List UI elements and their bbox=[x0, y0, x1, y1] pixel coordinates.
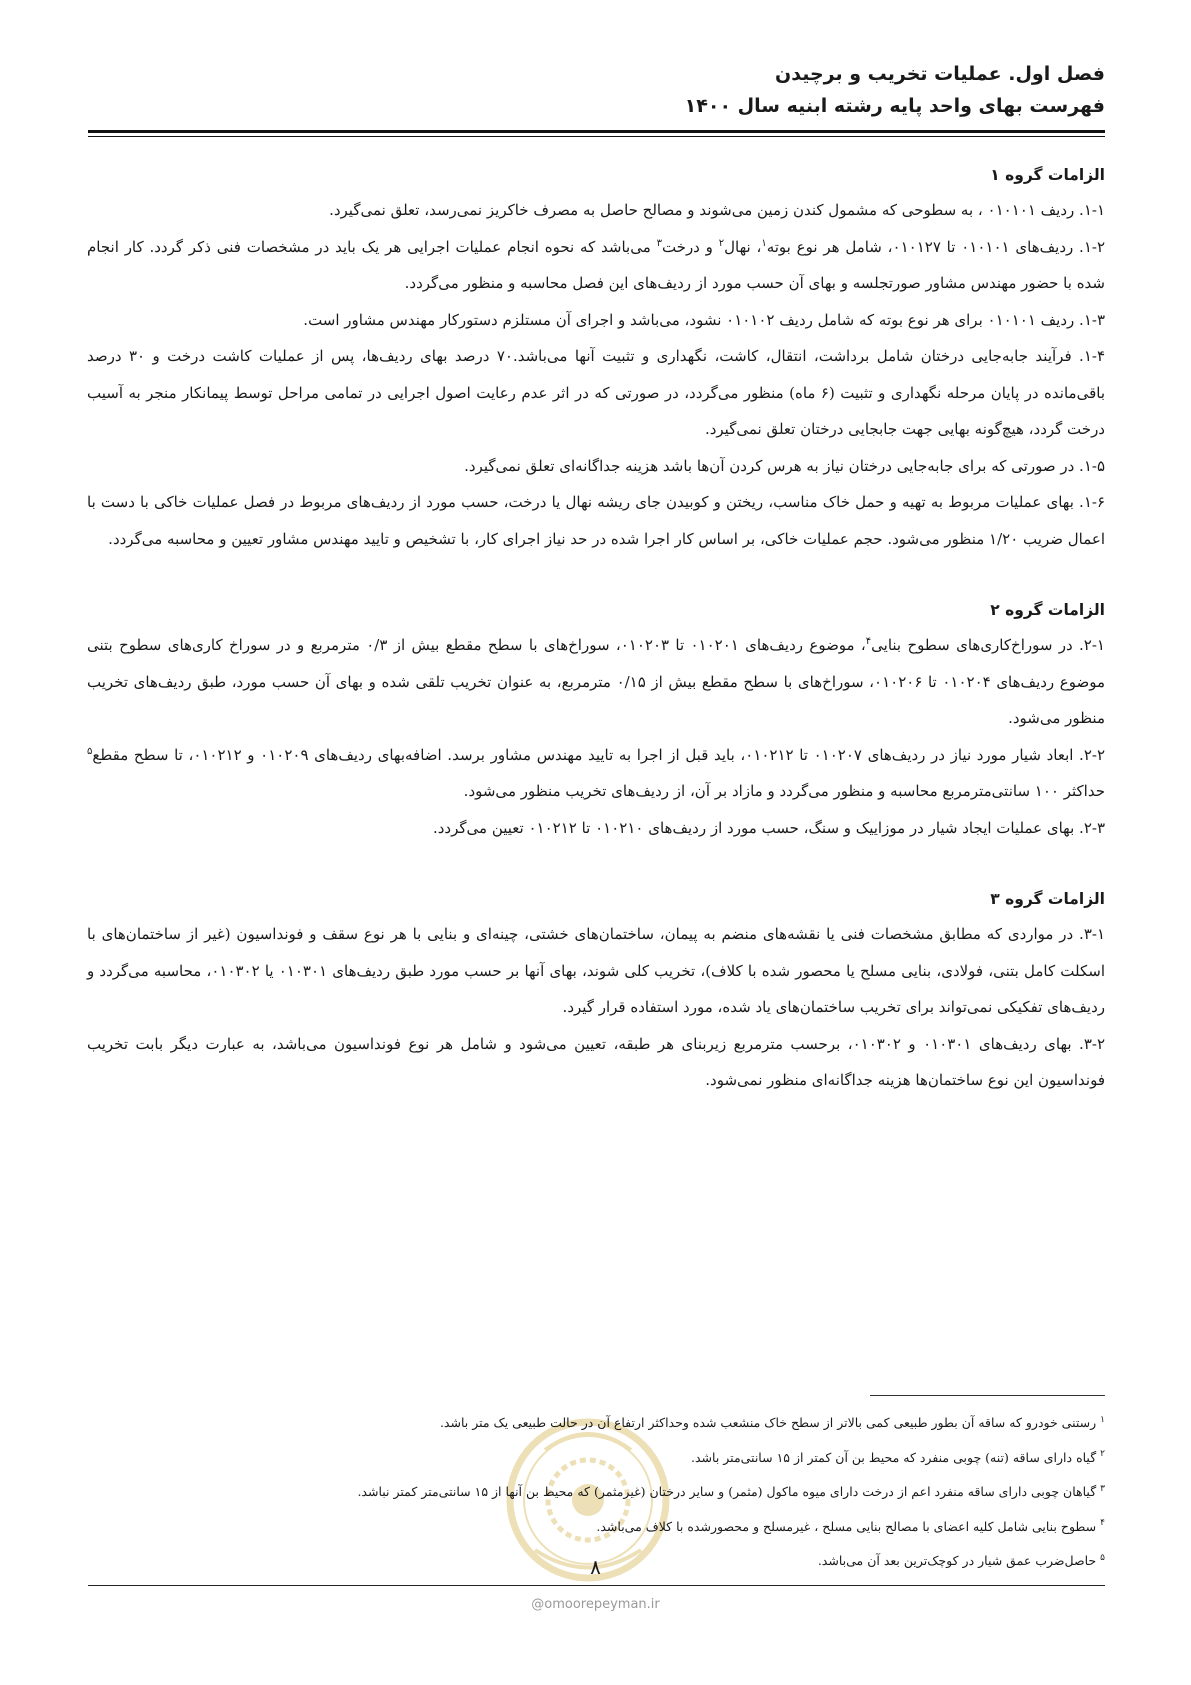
group-2-title: الزامات گروه ۲ bbox=[990, 601, 1105, 619]
group-3-title: الزامات گروه ۳ bbox=[990, 890, 1105, 908]
clause-1-3: ۱-۳. ردیف ۰۱۰۱۰۱ برای هر نوع بوته که شامل ردیف ۰۱۰۱۰۲ نشود، می‌باشد و اجرای آن مستلزم دستورکار مهندس مشاور است. bbox=[303, 310, 1105, 329]
clause-3-2: ۳-۲. بهای ردیف‌های ۰۱۰۳۰۱ و ۰۱۰۳۰۲، برحسب مترمربع زیربنای هر طبقه، تعیین می‌شود و شامل هر نوع فونداسیون می‌باشد، به عبارت دیگر بابت تخریب فونداسیون این نوع ساختمان‌ها هزینه جداگانه‌ای منظور نمی‌شود. bbox=[87, 1034, 1105, 1089]
footnote-2-number: ۲ bbox=[1100, 1449, 1105, 1460]
footnotes bbox=[87, 1406, 1105, 1579]
main-content bbox=[87, 160, 1105, 1099]
book-title: فهرست بهای واحد پایه رشته ابنیه سال ۱۴۰۰ bbox=[684, 95, 1105, 117]
footnote-ref-3: ۳ bbox=[656, 237, 662, 249]
footnote-4 bbox=[87, 1510, 1105, 1545]
clause-1-6: ۱-۶. بهای عملیات مربوط به تهیه و حمل خاک مناسب، ریختن و کوبیدن جای ریشه نهال یا درخت، حسب مورد از ردیف‌های مربوط در فصل عملیات خاکی با دست با اعمال ضریب ۱/۲۰ منظور می‌شود. حجم عملیات خاکی، بر اساس کار اجرا شده در حد نیاز اجرای کار، با تشخیص و تایید مهندس مشاور تعیین و محاسبه می‌گردد. bbox=[87, 493, 1105, 548]
footnote-3 bbox=[87, 1475, 1105, 1510]
footnote-separator bbox=[870, 1395, 1105, 1396]
footnote-ref-4: ۴ bbox=[865, 636, 872, 647]
footnote-3-number: ۳ bbox=[1100, 1483, 1105, 1494]
group-3-section bbox=[87, 884, 1105, 1099]
footnote-5-number: ۵ bbox=[1100, 1552, 1105, 1563]
clause-2-1 bbox=[87, 627, 1105, 737]
page-number: ۸ bbox=[590, 1555, 601, 1579]
chapter-title: فصل اول. عملیات تخریب و برچیدن bbox=[775, 63, 1105, 85]
clause-2-1-part-a: ۲-۱. در سوراخ‌کاری‌های سطوح بنایی bbox=[871, 636, 1105, 654]
clause-3-1: ۳-۱. در مواردی که مطابق مشخصات فنی یا نقشه‌های منضم به پیمان، ساختمان‌های خشتی، چینه‌ای و بنایی با هر نوع سقف و فونداسیون (غیر از ساختمان‌های با اسکلت کامل بتنی، فولادی، بنایی مسلح یا محصور شده با کلاف)، تخریب کلی شوند، بهای آنها بر حسب مورد طبق ردیف‌های ۰۱۰۳۰۱ یا ۰۱۰۳۰۲، محاسبه می‌گردد و ردیف‌های تفکیکی نمی‌تواند برای تخریب ساختمان‌های یاد شده، مورد استفاده قرار گیرد. bbox=[87, 925, 1105, 1016]
clause-2-3: ۲-۳. بهای عملیات ایجاد شیار در موزاییک و سنگ، حسب مورد از ردیف‌های ۰۱۰۲۱۰ تا ۰۱۰۲۱۲ تعیین می‌گردد. bbox=[432, 818, 1105, 837]
footer-rule bbox=[88, 1585, 1105, 1586]
section-gap bbox=[87, 846, 1105, 884]
clause-1-1: ۱-۱. ردیف ۰۱۰۱۰۱ ، به سطوحی که مشمول کندن زمین می‌شوند و مصالح حاصل به مصرف خاکریز نمی‌رسد، تعلق نمی‌گیرد. bbox=[329, 201, 1105, 219]
group-1-section bbox=[87, 160, 1105, 557]
clause-2-2-part-b: حداکثر ۱۰۰ سانتی‌مترمربع محاسبه و منظور می‌گردد و مازاد بر آن، از ردیف‌های تخریب منظور می‌شود. bbox=[463, 782, 1105, 800]
header-rule-thick bbox=[88, 130, 1105, 133]
clause-1-2-part-c: و درخت bbox=[661, 237, 719, 256]
clause-2-2 bbox=[87, 737, 1105, 810]
clause-1-2-part-a: ۱-۲. ردیف‌های ۰۱۰۱۰۱ تا ۰۱۰۱۲۷، شامل هر نوع بوته bbox=[766, 237, 1106, 256]
footnote-4-number: ۴ bbox=[1100, 1518, 1105, 1529]
footnote-1-number: ۱ bbox=[1100, 1414, 1105, 1425]
page-header bbox=[85, 58, 1105, 122]
clause-1-2 bbox=[87, 229, 1105, 302]
footnote-1 bbox=[87, 1406, 1105, 1441]
footnote-2 bbox=[87, 1441, 1105, 1476]
group-1-title: الزامات گروه ۱ bbox=[990, 166, 1105, 184]
footnote-1-text: رستنی خودرو که ساقه آن بطور طبیعی کمی بالاتر از سطح خاک منشعب شده وحداکثر ارتفاع آن در حالت طبیعی یک متر باشد. bbox=[439, 1415, 1097, 1430]
footnote-2-text: گیاه دارای ساقه (تنه) چوبی منفرد که محیط بن آن کمتر از ۱۵ سانتی‌متر باشد. bbox=[691, 1449, 1097, 1465]
footnote-4-text: سطوح بنایی شامل کلیه اعضای با مصالح بنایی مسلح ، غیرمسلح و محصورشده با کلاف می‌باشد. bbox=[596, 1518, 1097, 1534]
footnote-3-text: گیاهان چوبی دارای ساقه منفرد اعم از درخت دارای میوه ماکول (مثمر) و سایر درختان (غیرمثمر) که محیط بن آنها از ۱۵ سانتی‌متر کمتر نباشد. bbox=[357, 1484, 1097, 1499]
footnote-ref-5: ۵ bbox=[87, 745, 93, 757]
clause-1-4: ۱-۴. فرآیند جابه‌جایی درختان شامل برداشت، انتقال، کاشت، نگهداری و تثبیت آنها می‌باشد.۷۰ درصد بهای ردیف‌ها، پس از عملیات کاشت درخت و ۳۰ درصد باقی‌مانده در پایان مرحله نگهداری و تثبیت (۶ ماه) منظور می‌گردد، در صورتی که در اثر عدم رعایت اصول اجرایی در تمامی مراحل توسط پیمانکار منجر به آسیب درخت گردد، هیچ‌گونه بهایی جهت جابجایی درختان تعلق نمی‌گیرد. bbox=[87, 347, 1105, 438]
footnote-5-text: حاصل‌ضرب عمق شیار در کوچک‌ترین بعد آن می‌باشد. bbox=[817, 1553, 1097, 1568]
header-rule-thin bbox=[88, 136, 1105, 137]
clause-1-2-part-b: ، نهال bbox=[724, 237, 762, 256]
clause-2-2-part-a: ۲-۲. ابعاد شیار مورد نیاز در ردیف‌های ۰۱۰۲۰۷ تا ۰۱۰۲۱۲، باید قبل از اجرا به تایید مهندس مشاور برسد. اضافه‌بهای ردیف‌های ۰۱۰۲۰۹ و ۰۱۰۲۱۲، تا سطح مقطع bbox=[92, 745, 1106, 764]
section-gap bbox=[87, 557, 1105, 595]
footnote-ref-1: ۱ bbox=[761, 237, 767, 249]
clause-1-2-part-d: می‌باشد که نحوه انجام عملیات اجرایی هر یک باید در مشخصات فنی ذکر گردد. کار انجام شده با حضور مهندس مشاور صورتجلسه و بهای آن حسب مورد از ردیف‌های این فصل محاسبه و منظور می‌گردد. bbox=[87, 237, 1105, 292]
clause-1-5: ۱-۵. در صورتی که برای جابه‌جایی درختان نیاز به هرس کردن آن‌ها باشد هزینه جداگانه‌ای تعلق نمی‌گیرد. bbox=[464, 456, 1105, 475]
clause-2-1-part-b: ، موضوع ردیف‌های ۰۱۰۲۰۱ تا ۰۱۰۲۰۳، سوراخ‌های با سطح مقطع بیش از ۰/۳ مترمربع و در سوراخ کاری‌های سطوح بتنی موضوع ردیف‌های ۰۱۰۲۰۴ تا ۰۱۰۲۰۶، سوراخ‌های با سطح مقطع بیش از ۰/۱۵ مترمربع، به عنوان تخریب تلقی شده و بهای آن حسب مورد، طبق ردیف‌های تخریب منظور می‌شود. bbox=[87, 636, 1105, 727]
group-2-section bbox=[87, 595, 1105, 846]
site-watermark: @omoorepeyman.ir bbox=[531, 1597, 660, 1612]
footnote-ref-2: ۲ bbox=[718, 237, 725, 249]
